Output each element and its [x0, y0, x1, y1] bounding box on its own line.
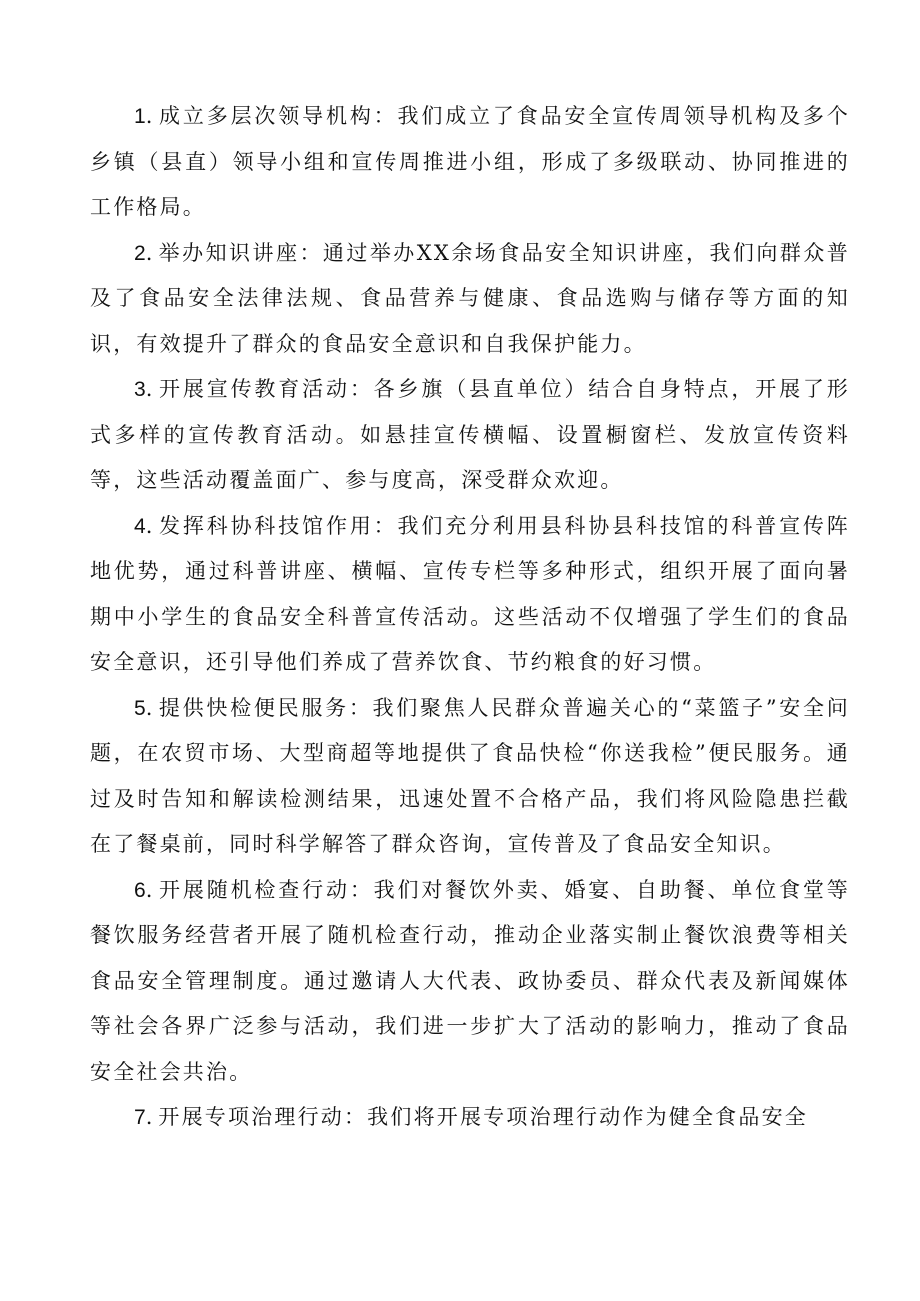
paragraph-number: 1 — [134, 105, 146, 128]
paragraph-2 — [90, 231, 850, 368]
paragraph-text: 成立多层次领导机构：我们成立了食品安全宣传周领导机构及多个乡镇（县直）领导小组和宣传周推进小组，形成了多级联动、协同推进的工作格局。 — [90, 104, 850, 219]
paragraph-number: 5 — [134, 696, 146, 720]
number-separator: . — [145, 1105, 159, 1129]
paragraph-text: 开展宣传教育活动：各乡旗（县直单位）结合自身特点，开展了形式多样的宣传教育活动。如悬挂宣传横幅、设置橱窗栏、发放宣传资料等，这些活动覆盖面广、参与度高，深受群众欢迎。 — [90, 377, 850, 492]
paragraph-5 — [90, 686, 850, 868]
paragraph-7 — [90, 1095, 850, 1141]
paragraph-text: 举办知识讲座：通过举办XX余场食品安全知识讲座，我们向群众普及了食品安全法律法规、食品营养与健康、食品选购与储存等方面的知识，有效提升了群众的食品安全意识和自我保护能力。 — [90, 240, 850, 356]
paragraph-number: 4 — [134, 514, 146, 538]
number-separator: . — [145, 877, 159, 902]
paragraph-number: 2 — [134, 241, 146, 265]
paragraph-text: 发挥科协科技馆作用：我们充分利用县科协县科技馆的科普宣传阵地优势，通过科普讲座、横幅、宣传专栏等多种形式，组织开展了面向暑期中小学生的食品安全科普宣传活动。这些活动不仅增强了学生们的食品安全意识，还引导他们养成了营养饮食、节约粮食的好习惯。 — [90, 513, 850, 674]
number-separator: . — [145, 104, 159, 128]
paragraph-3 — [90, 367, 850, 504]
paragraph-number: 6 — [134, 878, 146, 902]
paragraph-text: 提供快检便民服务：我们聚焦人民群众普遍关心的“菜篮子”安全问题，在农贸市场、大型商超等地提供了食品快检“你送我检”便民服务。通过及时告知和解读检测结果，迅速处置不合格产品，我们将风险隐患拦截在了餐桌前，同时科学解答了群众咨询，宣传普及了食品安全知识。 — [90, 695, 850, 856]
paragraph-1 — [90, 94, 850, 231]
paragraph-4 — [90, 504, 850, 686]
number-separator: . — [145, 240, 159, 265]
paragraph-text: 开展随机检查行动：我们对餐饮外卖、婚宴、自助餐、单位食堂等餐饮服务经营者开展了随机检查行动，推动企业落实制止餐饮浪费等相关食品安全管理制度。通过邀请人大代表、政协委员、群众代表及新闻媒体等社会各界广泛参与活动，我们进一步扩大了活动的影响力，推动了食品安全社会共治。 — [90, 877, 850, 1084]
paragraph-number: 7 — [134, 1106, 146, 1129]
document-body — [90, 94, 850, 1141]
paragraph-text: 开展专项治理行动：我们将开展专项治理行动作为健全食品安全 — [158, 1105, 808, 1129]
paragraph-6 — [90, 868, 850, 1096]
number-separator: . — [145, 377, 159, 401]
paragraph-number: 3 — [134, 378, 146, 401]
number-separator: . — [145, 513, 159, 538]
number-separator: . — [145, 695, 159, 720]
